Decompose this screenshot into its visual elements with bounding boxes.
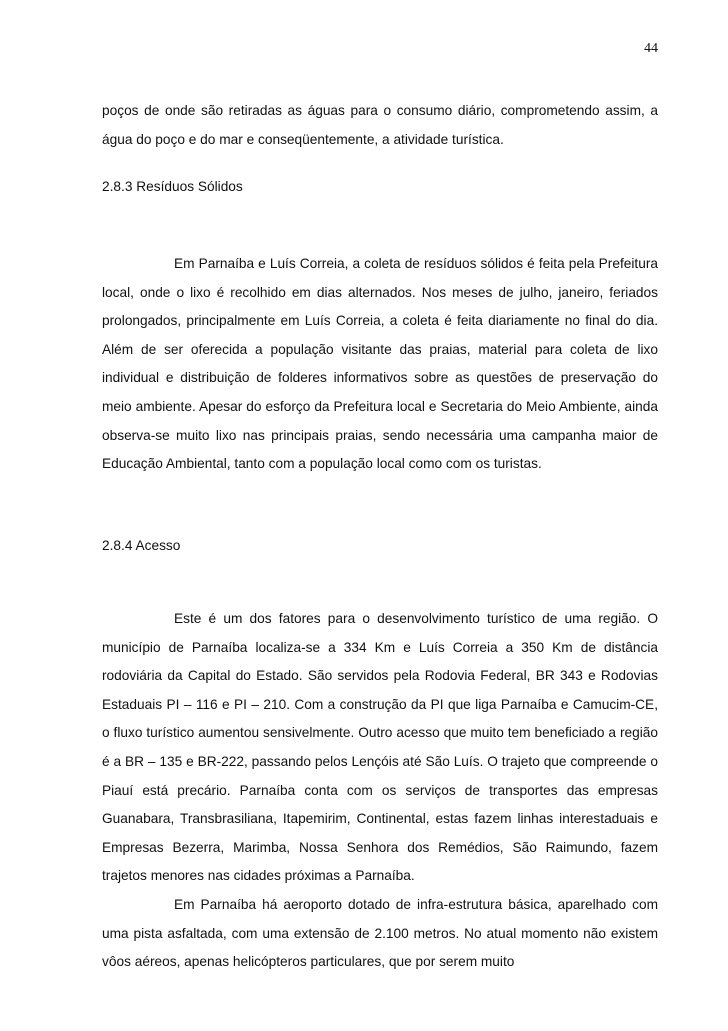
section-heading-acesso: 2.8.4 Acesso: [102, 538, 181, 553]
acesso-paragraph-2: Em Parnaíba há aeroporto dotado de infra-estrutura básica, aparelhado com uma pista asfaltada, com uma extensão de 2.100 metros. No atual momento não existem vôos aéreos, apenas helicópteros particulares, que por serem muito: [102, 896, 658, 970]
section-heading-residuos-solidos: 2.8.3 Resíduos Sólidos: [102, 179, 243, 194]
section-heading-284-block: [102, 532, 658, 561]
acesso-paragraph-1: Este é um dos fatores para o desenvolvimento turístico de uma região. O município de Parnaíba localiza-se a 334 Km e Luís Correia a 350 Km de distância rodoviária da Capital do Estado. São servidos pela Rodovia Federal, BR 343 e Rodovias Estaduais PI – 116 e PI – 210. Com a construção da PI que liga Parnaíba e Camucim-CE, o fluxo turístico aumentou sensivelmente. Outro acesso que muito tem beneficiado a região é a BR – 135 e BR-222, passando pelos Lençóis até São Luís. O trajeto que compreende o Piauí está precário. Parnaíba conta com os serviços de transportes das empresas Guanabara, Transbrasiliana, Itapemirim, Continental, estas fazem linhas interestaduais e Empresas Bezerra, Marimba, Nossa Senhora dos Remédios, São Raimundo, fazem trajetos menores nas cidades próximas a Parnaíba.: [102, 611, 658, 884]
residuos-block: [102, 250, 658, 479]
residuos-paragraph: Em Parnaíba e Luís Correia, a coleta de resíduos sólidos é feita pela Prefeitura local, onde o lixo é recolhido em dias alternados. Nos meses de julho, janeiro, feriados prolongados, principalmente em Luís Correia, a coleta é feita diariamente no final do dia. Além de ser oferecida a população visitante das praias, material para coleta de lixo individual e distribuição de folderes informativos sobre as questões de preservação do meio ambiente. Apesar do esforço da Prefeitura local e Secretaria do Meio Ambiente, ainda observa-se muito lixo nas principais praias, sendo necessária uma campanha maior de Educação Ambiental, tanto com a população local como com os turistas.: [102, 256, 658, 472]
continuation-block: [102, 97, 658, 154]
continuation-paragraph: poços de onde são retiradas as águas para o consumo diário, comprometendo assim, a água do poço e do mar e conseqüentemente, a atividade turística.: [102, 103, 658, 147]
section-heading-283-block: [102, 173, 658, 202]
acesso-block: [102, 605, 658, 977]
page-number: 44: [644, 41, 658, 56]
